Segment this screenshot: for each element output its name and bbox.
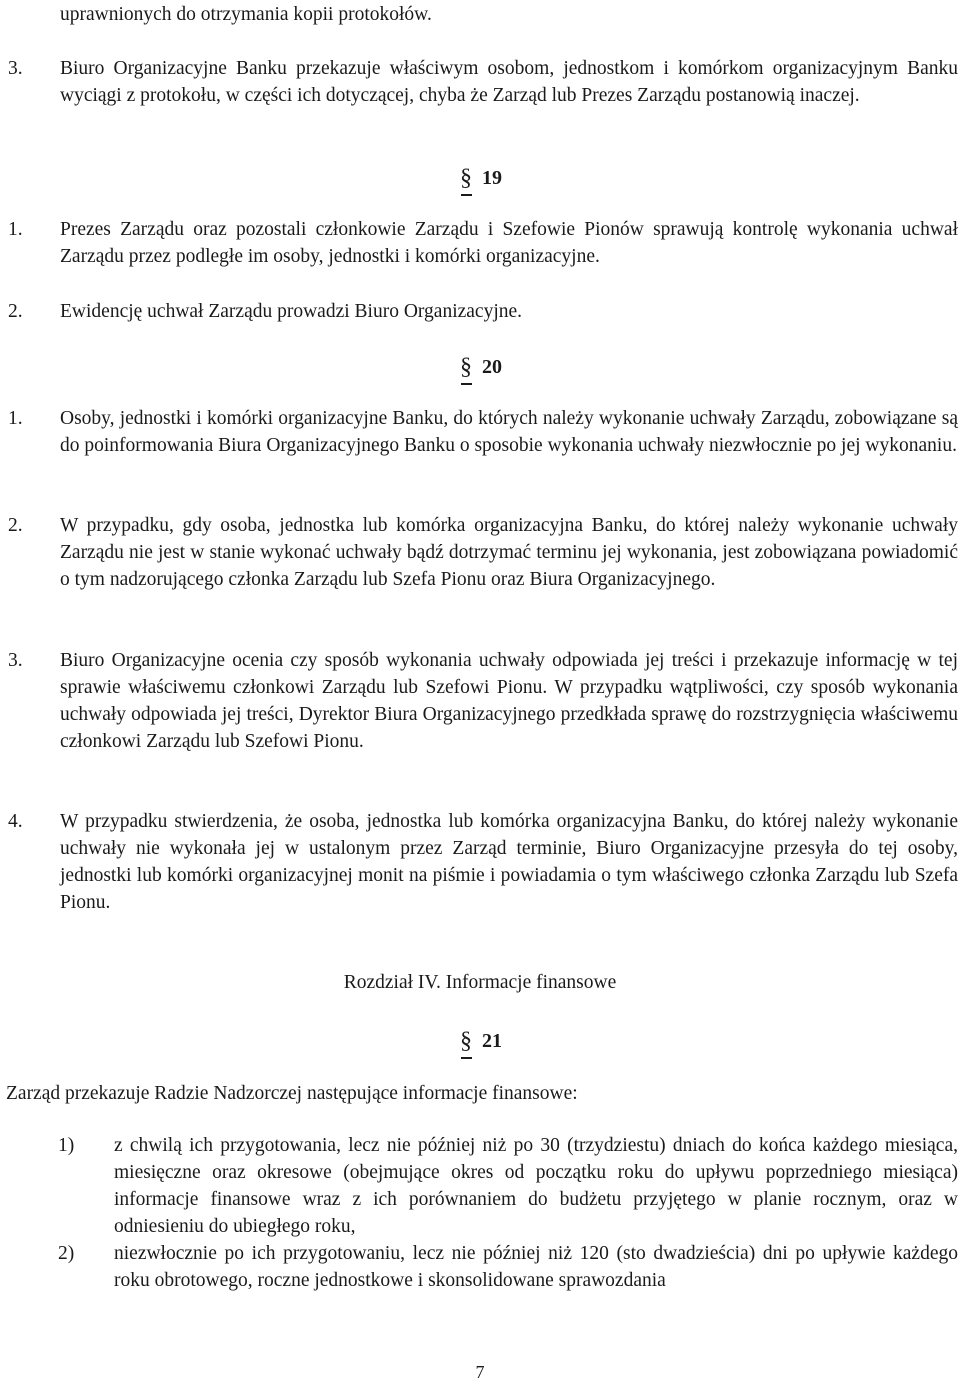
section-number: 20 xyxy=(482,356,502,378)
paragraph-text: Ewidencję uchwał Zarządu prowadzi Biuro Organizacyjne. xyxy=(60,301,523,322)
list-item-text: z chwilą ich przygotowania, lecz nie później niż po 30 (trzydziestu) dniach do końca każdego miesiąca, miesięczne oraz okresowe (obejmujące okres od początku roku do upływu poprzedniego miesiąca) informacje finansowe wraz z ich porównaniem do budżetu przyjętego w planie rocznym, oraz w odniesieniu do ubiegłego roku, xyxy=(114,1135,958,1237)
section-20-heading xyxy=(460,352,530,392)
continued-line: uprawnionych do otrzymania kopii protokołów. xyxy=(60,4,432,25)
paragraph-number: 2. xyxy=(8,301,23,322)
paragraph-text: W przypadku stwierdzenia, że osoba, jednostka lub komórka organizacyjna Banku, do której należy wykonanie uchwały nie wykonała jej w ustalonym przez Zarząd terminie, Biuro Organizacyjne przesyła do tej osoby, jednostki lub komórki organizacyjnej monit na piśmie i powiadamia o tym właściwego członka Zarządu lub Szefa Pionu. xyxy=(60,811,958,913)
paragraph-text: W przypadku, gdy osoba, jednostka lub komórka organizacyjna Banku, do której należy wykonanie uchwały Zarządu nie jest w stanie wykonać uchwały bądź dotrzymać terminu jej wykonania, jest zobowiązana powiadomić o tym nadzorującego członka Zarządu lub Szefa Pionu oraz Biura Organizacyjnego. xyxy=(60,515,958,590)
list-item-text: niezwłocznie po ich przygotowaniu, lecz nie później niż 120 (sto dwadzieścia) dni po upływie każdego roku obrotowego, roczne jednostkowe i skonsolidowane sprawozdania xyxy=(114,1243,958,1291)
section-sign: § xyxy=(460,1028,472,1054)
section-21-intro: Zarząd przekazuje Radzie Nadzorczej następujące informacje finansowe: xyxy=(6,1083,578,1104)
paragraph-20-4 xyxy=(8,808,958,916)
paragraph-number: 4. xyxy=(8,811,23,832)
paragraph-20-2 xyxy=(8,512,958,593)
paragraph-number: 1. xyxy=(8,219,23,240)
page-number: 7 xyxy=(475,1362,485,1382)
list-item-number: 2) xyxy=(58,1243,75,1264)
list-item-1 xyxy=(58,1132,958,1240)
paragraph-19-1 xyxy=(8,216,958,270)
paragraph-number: 1. xyxy=(8,408,23,429)
paragraph-number: 3. xyxy=(8,650,23,671)
paragraph-20-3 xyxy=(8,647,958,755)
section-sign: § xyxy=(460,165,472,191)
section-21-heading xyxy=(460,1026,530,1066)
paragraph-number: 3. xyxy=(8,58,23,79)
section-19-heading xyxy=(460,163,530,203)
paragraph-text: Osoby, jednostki i komórki organizacyjne Banku, do których należy wykonanie uchwały Zarządu, zobowiązane są do poinformowania Biura Organizacyjnego Banku o sposobie wykonania uchwały niezwłocznie po jej wykonaniu. xyxy=(60,408,958,456)
list-item-2 xyxy=(58,1240,958,1294)
section-number: 19 xyxy=(482,167,502,189)
paragraph-3-protocol-excerpts xyxy=(8,55,958,109)
list-item-number: 1) xyxy=(58,1135,75,1156)
section-sign: § xyxy=(460,354,472,380)
paragraph-number: 2. xyxy=(8,515,23,536)
paragraph-text: Biuro Organizacyjne Banku przekazuje właściwym osobom, jednostkom i komórkom organizacyjnym Banku wyciągi z protokołu, w części ich dotyczącej, chyba że Zarząd lub Prezes Zarządu postanowią inaczej. xyxy=(60,58,958,106)
section-number: 21 xyxy=(482,1030,502,1052)
paragraph-20-1 xyxy=(8,405,958,459)
paragraph-text: Prezes Zarządu oraz pozostali członkowie Zarządu i Szefowie Pionów sprawują kontrolę wykonania uchwał Zarządu przez podległe im osoby, jednostki i komórki organizacyjne. xyxy=(60,219,958,267)
paragraph-text: Biuro Organizacyjne ocenia czy sposób wykonania uchwały odpowiada jej treści i przekazuje informację w tej sprawie właściwemu członkowi Zarządu lub Szefowi Pionu. W przypadku wątpliwości, czy sposób wykonania uchwały odpowiada jej treści, Dyrektor Biura Organizacyjnego przedkłada sprawę do rozstrzygnięcia właściwemu członkowi Zarządu lub Szefowi Pionu. xyxy=(60,650,958,752)
paragraph-19-2 xyxy=(8,298,958,325)
chapter-heading: Rozdział IV. Informacje finansowe xyxy=(343,972,617,993)
